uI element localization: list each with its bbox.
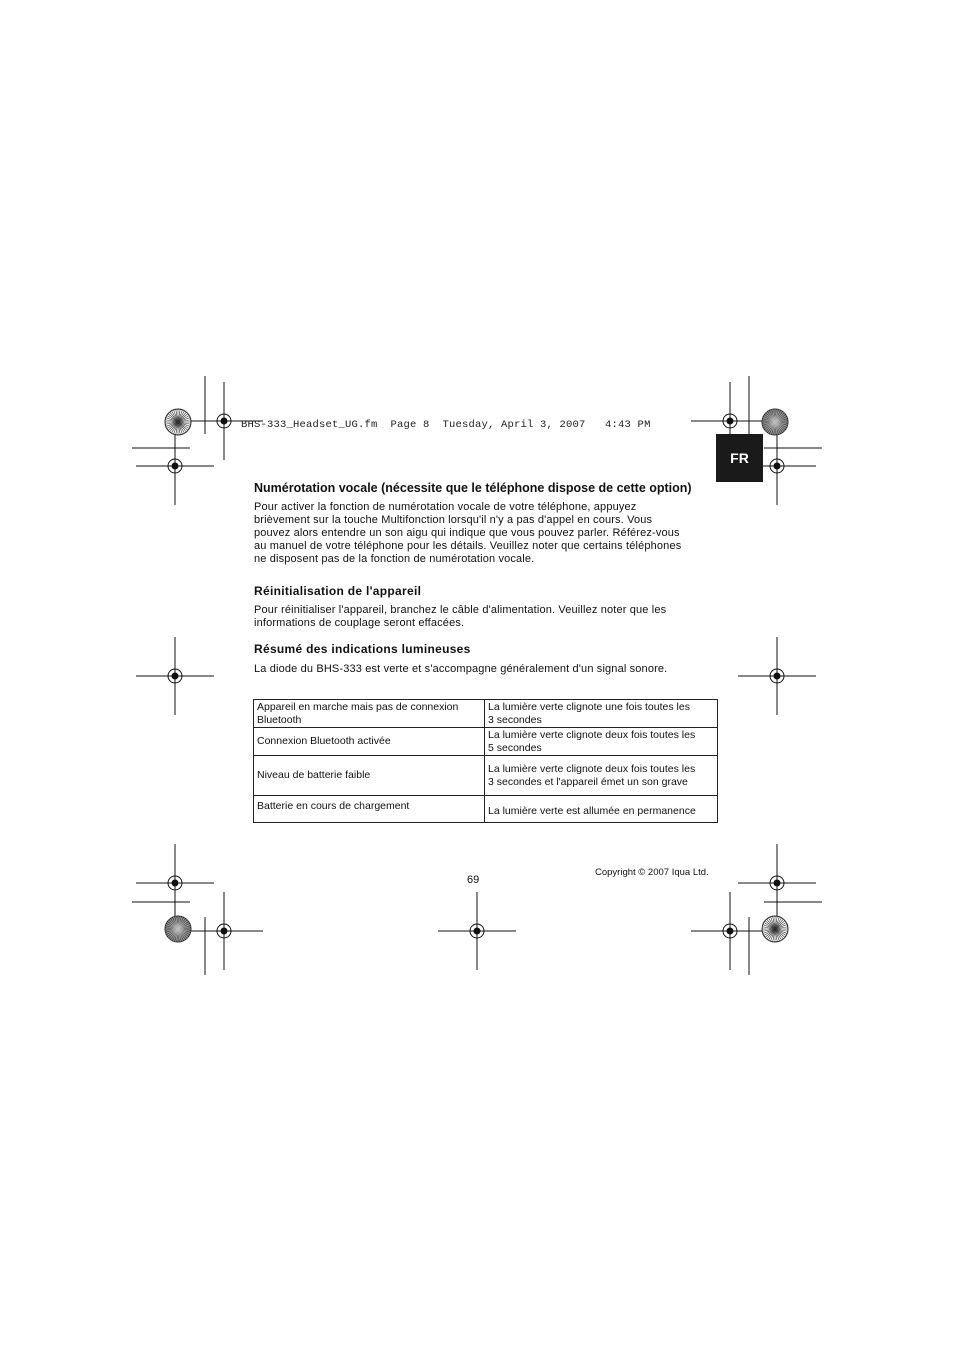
cell-line: La lumière verte est allumée en permanence (488, 804, 696, 817)
voice-dial-heading: Numérotation vocale (nécessite que le téléphone dispose de cette option) (254, 481, 692, 495)
registration-crosshair-icon (136, 844, 214, 922)
registration-crosshair-icon (136, 637, 214, 715)
cell-line: La lumière verte clignote une fois toutes les (488, 701, 690, 713)
reset-heading: Réinitialisation de l'appareil (254, 584, 422, 598)
indicator-state-cell (254, 728, 485, 756)
table-row (254, 700, 718, 728)
indicator-light-cell (485, 796, 718, 823)
starburst-target-icon (762, 916, 788, 942)
language-tab: FR (716, 434, 763, 482)
starburst-target-icon (165, 409, 191, 435)
registration-crosshair-icon (738, 637, 816, 715)
indicator-state-cell (254, 756, 485, 796)
indicators-intro: La diode du BHS-333 est verte et s'accompagne généralement d'un signal sonore. (254, 663, 668, 675)
cell-line: Niveau de batterie faible (257, 769, 371, 782)
voice-dial-line: Pour activer la fonction de numérotation vocale de votre téléphone, appuyez (254, 501, 637, 513)
voice-dial-paragraph (254, 501, 724, 566)
voice-dial-line: ne disposent pas de la fonction de numérotation vocale. (254, 553, 535, 565)
document-slug-line: BHS-333_Headset_UG.fm Page 8 Tuesday, April 3, 2007 4:43 PM (241, 419, 651, 431)
registration-crosshair-icon (691, 892, 769, 970)
indicator-state-cell (254, 796, 485, 823)
table-row (254, 756, 718, 796)
cell-line: Batterie en cours de chargement (257, 800, 410, 812)
indicator-table (253, 699, 718, 823)
cell-line: 5 secondes (488, 741, 542, 754)
registration-crosshair-icon (136, 427, 214, 505)
registration-crosshair-icon (438, 892, 516, 970)
table-row (254, 796, 718, 823)
table-row (254, 728, 718, 756)
cell-line: 3 secondes et l'appareil émet un son grave (488, 775, 688, 788)
registration-crosshair-icon (185, 892, 263, 970)
cell-line: Appareil en marche mais pas de connexion (257, 701, 459, 713)
cell-line: 3 secondes (488, 713, 542, 726)
cell-line: La lumière verte clignote deux fois toutes les (488, 729, 696, 741)
voice-dial-line: pouvez alors entendre un son aigu qui indique que vous pouvez parler. Référez-vous (254, 527, 680, 539)
indicator-light-cell (485, 700, 718, 728)
cell-line: Bluetooth (257, 713, 302, 726)
voice-dial-line: brièvement sur la touche Multifonction lorsqu'il n'y a pas d'appel en cours. Vous (254, 514, 653, 526)
indicators-heading: Résumé des indications lumineuses (254, 642, 471, 656)
cell-line: La lumière verte clignote deux fois toutes les (488, 763, 696, 775)
reset-line: Pour réinitialiser l'appareil, branchez le câble d'alimentation. Veuillez noter que les (254, 604, 667, 616)
starburst-target-icon (165, 916, 191, 942)
starburst-target-icon (762, 409, 788, 435)
reset-paragraph (254, 604, 724, 630)
copyright-notice: Copyright © 2007 Iqua Ltd. (595, 867, 709, 878)
indicator-state-cell (254, 700, 485, 728)
indicator-light-cell (485, 728, 718, 756)
indicator-light-cell (485, 756, 718, 796)
reset-line: informations de couplage seront effacées. (254, 617, 465, 629)
page-number: 69 (467, 874, 480, 886)
registration-crosshair-icon (738, 844, 816, 922)
cell-line: Connexion Bluetooth activée (257, 735, 391, 748)
voice-dial-line: au manuel de votre téléphone pour les détails. Veuillez noter que certains téléphones (254, 540, 682, 552)
